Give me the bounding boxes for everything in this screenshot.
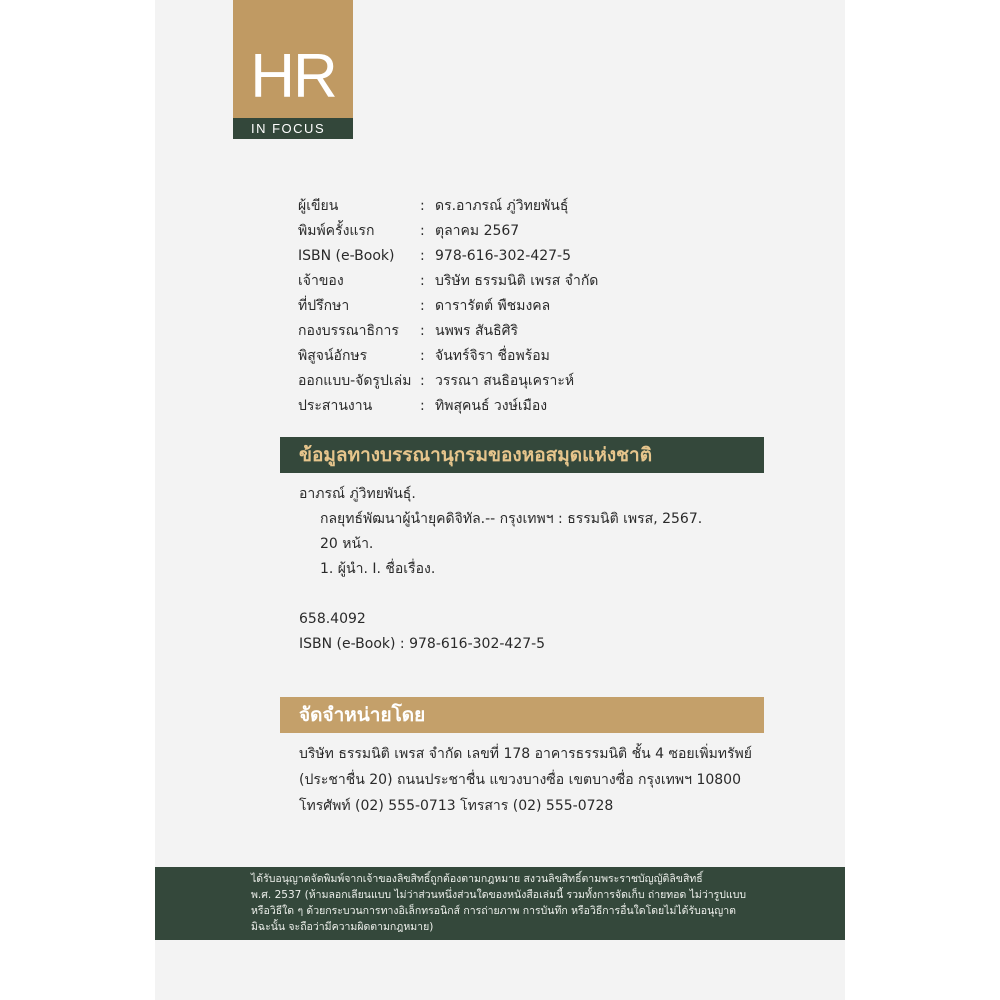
- credit-row-design: [298, 369, 718, 394]
- copyright-line: พ.ศ. 2537 (ห้ามลอกเลียนแบบ ไม่ว่าส่วนหนึ่งส่วนใดของหนังสือเล่มนี้ รวมทั้งการจัดเก็บ ถ่ายทอด ไม่ว่ารูปแบบ: [251, 889, 747, 901]
- credit-colon: :: [420, 248, 425, 264]
- credit-label: พิมพ์ครั้งแรก: [298, 223, 375, 239]
- cip-subject: 1. ผู้นำ. I. ชื่อเรื่อง.: [320, 561, 436, 577]
- hr-in-focus-logo: [233, 0, 353, 139]
- credit-value: ทิพสุคนธ์ วงษ์เมือง: [435, 398, 548, 414]
- cip-author: อาภรณ์ ภู่วิทยพันธุ์.: [299, 486, 416, 502]
- credit-colon: :: [420, 398, 425, 414]
- distribution-block: [299, 741, 769, 819]
- copyright-line: หรือวิธีใด ๆ ด้วยกระบวนการทางอิเล็กทรอนิกส์ การถ่ายภาพ การบันทึก หรือวิธีการอื่นใดโดยไม่ได้รับอนุญาต: [251, 905, 736, 917]
- credit-label: ผู้เขียน: [298, 198, 339, 214]
- credit-colon: :: [420, 323, 425, 339]
- credit-colon: :: [420, 348, 425, 364]
- credit-label: ที่ปรึกษา: [298, 298, 350, 314]
- logo-subtitle: IN FOCUS: [251, 121, 326, 136]
- distribution-line: (ประชาชื่น 20) ถนนประชาชื่น แขวงบางซื่อ เขตบางซื่อ กรุงเทพฯ 10800: [299, 772, 741, 788]
- copyright-line: มิฉะนั้น จะถือว่ามีความผิดตามกฎหมาย): [251, 921, 434, 933]
- credit-label: กองบรรณาธิการ: [298, 323, 399, 339]
- cip-block: [299, 482, 759, 657]
- credit-value: ดารารัตต์ พืชมงคล: [435, 298, 551, 314]
- distribution-line: บริษัท ธรรมนิติ เพรส จำกัด เลขที่ 178 อาคารธรรมนิติ ชั้น 4 ซอยเพิ่มทรัพย์: [299, 746, 752, 762]
- cip-title: กลยุทธ์พัฒนาผู้นำยุคดิจิทัล.-- กรุงเทพฯ : ธรรมนิติ เพรส, 2567.: [320, 511, 703, 527]
- credit-label: เจ้าของ: [298, 273, 344, 289]
- credit-row-editorial: [298, 319, 718, 344]
- logo-title: HR: [250, 42, 336, 111]
- copyright-footer: [155, 867, 845, 940]
- cip-heading: ข้อมูลทางบรรณานุกรมของหอสมุดแห่งชาติ: [280, 437, 764, 473]
- credit-row-isbn: [298, 244, 718, 269]
- distribution-contact: โทรศัพท์ (02) 555-0713 โทรสาร (02) 555-0728: [299, 798, 614, 814]
- credit-value: นพพร สันธิศิริ: [435, 323, 519, 339]
- credit-row-proofreader: [298, 344, 718, 369]
- credit-value: ตุลาคม 2567: [435, 223, 520, 239]
- cip-classification: 658.4092: [299, 611, 366, 627]
- credit-colon: :: [420, 273, 425, 289]
- copyright-notice: [251, 871, 841, 935]
- credit-row-author: [298, 194, 718, 219]
- cip-isbn: ISBN (e-Book) : 978-616-302-427-5: [299, 636, 546, 652]
- credit-label: ประสานงาน: [298, 398, 373, 414]
- credit-colon: :: [420, 373, 425, 389]
- credit-label: ออกแบบ-จัดรูปเล่ม: [298, 373, 412, 389]
- credit-colon: :: [420, 198, 425, 214]
- credit-row-first-print: [298, 219, 718, 244]
- distribution-heading: จัดจำหน่ายโดย: [280, 697, 764, 733]
- cip-pages: 20 หน้า.: [320, 536, 374, 552]
- credit-label: พิสูจน์อักษร: [298, 348, 368, 364]
- credit-value: จันทร์จิรา ชื่อพร้อม: [435, 348, 550, 364]
- copyright-line: ได้รับอนุญาตจัดพิมพ์จากเจ้าของลิขสิทธิ์ถูกต้องตามกฎหมาย สงวนลิขสิทธิ์ตามพระราชบัญญัติลิขสิทธิ์: [251, 873, 703, 885]
- credit-value: วรรณา สนธิอนุเคราะห์: [435, 373, 575, 389]
- credit-label: ISBN (e-Book): [298, 248, 395, 264]
- credit-value: ดร.อาภรณ์ ภู่วิทยพันธุ์: [435, 198, 569, 214]
- credit-colon: :: [420, 298, 425, 314]
- credit-row-advisor: [298, 294, 718, 319]
- cip-spacer: [299, 582, 759, 607]
- credit-value: บริษัท ธรรมนิติ เพรส จำกัด: [435, 273, 599, 289]
- credits-list: [298, 194, 718, 419]
- credit-row-coordinator: [298, 394, 718, 419]
- credit-colon: :: [420, 223, 425, 239]
- credit-row-owner: [298, 269, 718, 294]
- credit-value: 978-616-302-427-5: [435, 248, 572, 264]
